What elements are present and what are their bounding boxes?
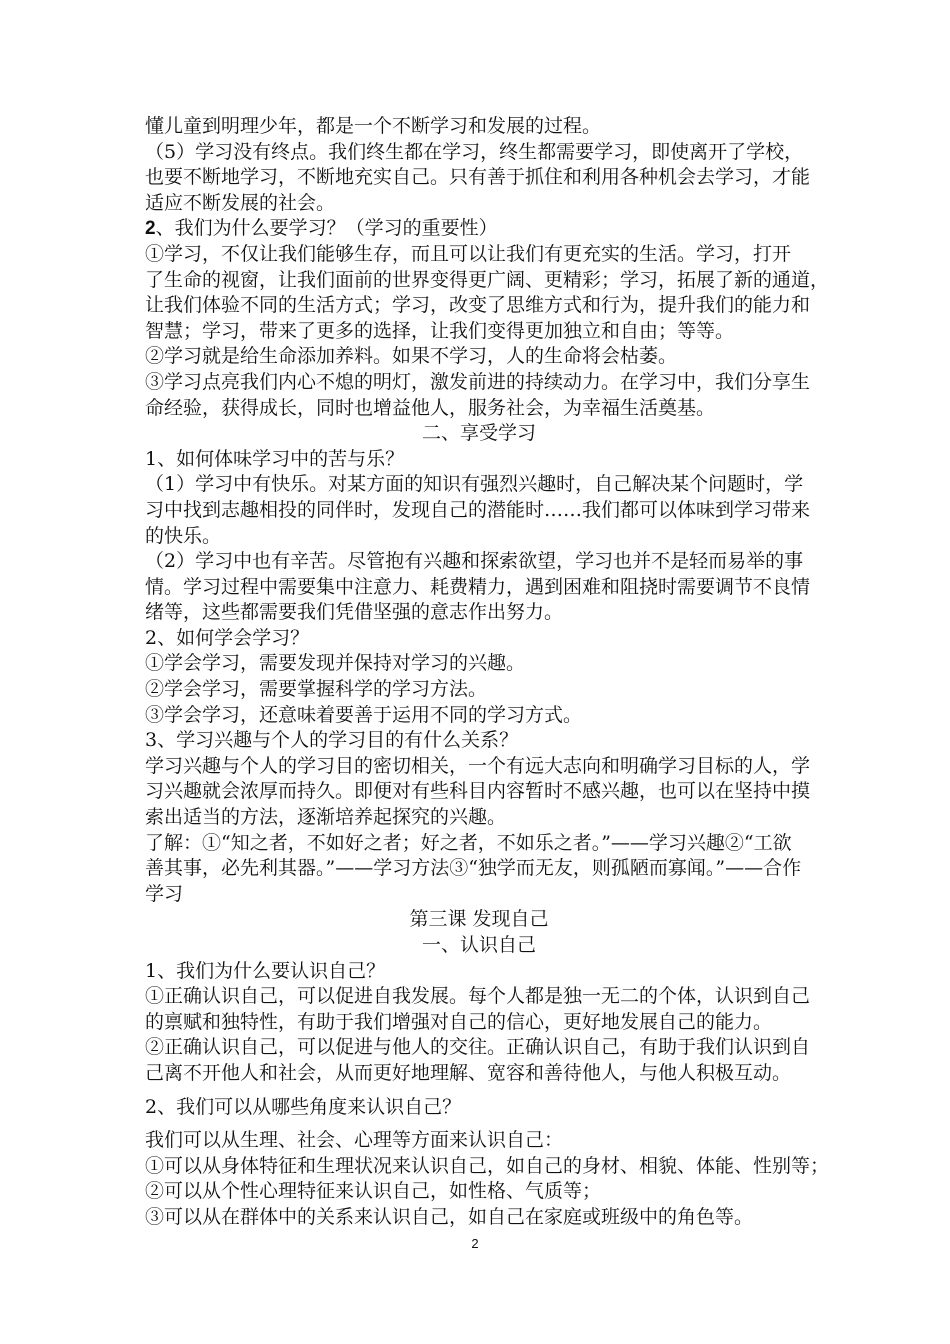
text-line: 适应不断发展的社会。 [145, 191, 336, 214]
text-line: 情。学习过程中需要集中注意力、耗费精力，遇到困难和阻挠时需要调节不良情 [145, 575, 811, 598]
text-line: 的快乐。 [145, 524, 222, 547]
text-line: 的禀赋和独特性，有助于我们增强对自己的信心，更好地发展自己的能力。 [145, 1010, 773, 1033]
text-line: 2、我们可以从哪些角度来认识自己？ [145, 1095, 462, 1118]
text-line: 命经验，获得成长，同时也增益他人，服务社会，为幸福生活奠基。 [145, 396, 716, 419]
page-number: 2 [471, 1236, 479, 1251]
text-line: 习兴趣就会浓厚而持久。即便对有些科目内容暂时不感兴趣，也可以在坚持中摸 [145, 780, 811, 803]
text-line: 2、如何学会学习？ [145, 626, 310, 649]
text-line: 3、学习兴趣与个人的学习目的有什么关系？ [145, 729, 519, 752]
text-line: 善其事，必先利其器。”——学习方法③“独学而无友，则孤陋而寡闻。”——合作 [145, 857, 802, 880]
section-heading: 二、享受学习 [421, 422, 536, 445]
text-line: 索出适当的方法，逐渐培养起探究的兴趣。 [145, 806, 507, 829]
text-line: 也要不断地学习，不断地充实自己。只有善于抓住和利用各种机会去学习，才能 [145, 166, 811, 189]
text-line: 懂儿童到明理少年，都是一个不断学习和发展的过程。 [145, 115, 602, 137]
text-line: 己离不开他人和社会，从而更好地理解、宽容和善待他人，与他人积极互动。 [145, 1061, 792, 1084]
text-line: ②学习就是给生命添加养料。如果不学习，人的生命将会枯萎。 [145, 345, 678, 368]
text-line: ③学会学习，还意味着要善于运用不同的学习方式。 [145, 703, 583, 726]
section-heading: 一、认识自己 [421, 934, 536, 956]
text-line: 绪等，这些都需要我们凭借坚强的意志作出努力。 [145, 601, 564, 624]
text-line: （1）学习中有快乐。对某方面的知识有强烈兴趣时，自己解决某个问题时，学 [145, 473, 804, 496]
text-line: 智慧；学习，带来了更多的选择，让我们变得更加独立和自由；等等。 [145, 319, 735, 342]
text-line: ①可以从身体特征和生理状况来认识自己，如自己的身材、相貌、体能、性别等； [145, 1154, 830, 1177]
text-line: 学习 [145, 882, 184, 905]
document-body [145, 114, 830, 1231]
text-line: （5）学习没有终点。我们终生都在学习，终生都需要学习，即使离开了学校， [145, 140, 804, 163]
text-line: 1、我们为什么要认识自己？ [145, 959, 386, 982]
text-line: 习中找到志趣相投的同伴时，发现自己的潜能时……我们都可以体味到学习带来 [145, 498, 811, 521]
text-line: 学习兴趣与个人的学习目的密切相关，一个有远大志向和明确学习目标的人，学 [145, 754, 811, 777]
question-number: 2 [145, 218, 156, 240]
question-text: 、我们为什么要学习？（学习的重要性） [155, 217, 498, 240]
text-line: 1、如何体味学习中的苦与乐？ [145, 447, 405, 470]
text-line: ①学习，不仅让我们能够生存，而且可以让我们有更充实的生活。学习，打开 [145, 242, 792, 265]
text-line: 我们可以从生理、社会、心理等方面来认识自己： [145, 1129, 564, 1152]
text-line: ③可以从在群体中的关系来认识自己，如自己在家庭或班级中的角色等。 [145, 1205, 754, 1228]
text-line: ①正确认识自己，可以促进自我发展。每个人都是独一无二的个体，认识到自己 [145, 985, 811, 1008]
lesson-title: 第三课 发现自己 [409, 908, 549, 931]
text-line: 了生命的视窗，让我们面前的世界变得更广阔、更精彩；学习，拓展了新的通道， [145, 268, 830, 291]
text-line: ①学会学习，需要发现并保持对学习的兴趣。 [145, 652, 526, 675]
question-heading [145, 216, 813, 242]
text-line: ②可以从个性心理特征来认识自己，如性格、气质等； [145, 1180, 602, 1203]
text-line: ②正确认识自己，可以促进与他人的交往。正确认识自己，有助于我们认识到自 [145, 1036, 811, 1059]
text-line: ②学会学习，需要掌握科学的学习方法。 [145, 678, 488, 701]
text-line: （2）学习中也有辛苦。尽管抱有兴趣和探索欲望，学习也并不是轻而易举的事 [145, 550, 804, 573]
text-line: 让我们体验不同的生活方式；学习，改变了思维方式和行为，提升我们的能力和 [145, 294, 811, 317]
text-line: 了解：①“知之者，不如好之者；好之者，不如乐之者。”——学习兴趣②“工欲 [145, 831, 792, 854]
text-line: ③学习点亮我们内心不熄的明灯，激发前进的持续动力。在学习中，我们分享生 [145, 370, 811, 393]
